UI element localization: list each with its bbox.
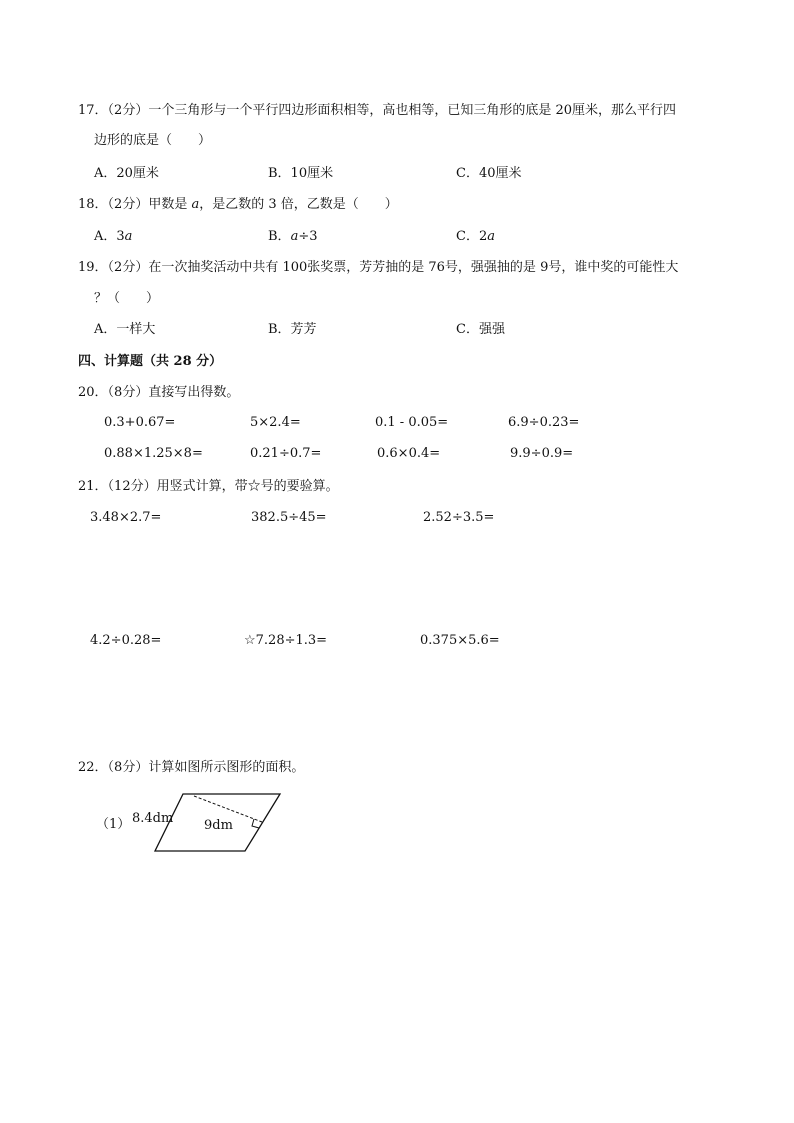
q20-item: 0.3+0.67= bbox=[104, 415, 176, 430]
q21-item: 0.375×5.6= bbox=[420, 633, 500, 648]
q20-item: 0.6×0.4= bbox=[377, 446, 441, 461]
height-label: 9dm bbox=[204, 818, 233, 833]
q20-item: 0.1 - 0.05= bbox=[375, 415, 449, 430]
q19-option-a: A．一样大 bbox=[94, 322, 156, 337]
q17-option-b: B．10厘米 bbox=[268, 166, 334, 181]
q17-option-c: C．40厘米 bbox=[456, 166, 522, 181]
q20-item: 0.21÷0.7= bbox=[250, 446, 322, 461]
q18-option-b: B．a÷3 bbox=[268, 229, 318, 244]
q22-title: 22．（8分）计算如图所示图形的面积。 bbox=[78, 760, 305, 775]
q21-item: 3.48×2.7= bbox=[90, 510, 162, 525]
q20-item: 0.88×1.25×8= bbox=[104, 446, 203, 461]
q19-stem-line2: ？（ ） bbox=[94, 291, 160, 306]
q19-stem-line1: 19．（2分）在一次抽奖活动中共有 100张奖票，芳芳抽的是 76号，强强抽的是 9号，谁中奖的可能性大 bbox=[78, 260, 679, 275]
right-angle-mark bbox=[252, 819, 259, 828]
q17-stem-line1: 17．（2分）一个三角形与一个平行四边形面积相等，高也相等，已知三角形的底是 20厘米，那么平行四 bbox=[78, 103, 676, 118]
q20-item: 6.9÷0.23= bbox=[508, 415, 580, 430]
section-title: 四、计算题（共 28 分） bbox=[78, 354, 223, 369]
q18-option-a: A．3a bbox=[94, 229, 133, 244]
q20-item: 9.9÷0.9= bbox=[510, 446, 574, 461]
q19-option-c: C．强强 bbox=[456, 322, 505, 337]
q18-stem: 18．（2分）甲数是 a，是乙数的 3 倍，乙数是（ ） bbox=[78, 197, 398, 212]
q21-item: 2.52÷3.5= bbox=[423, 510, 495, 525]
q17-option-a: A．20厘米 bbox=[94, 166, 159, 181]
side-length-label: 8.4dm bbox=[132, 811, 174, 826]
q20-title: 20．（8分）直接写出得数。 bbox=[78, 385, 240, 400]
q21-item: 4.2÷0.28= bbox=[90, 633, 162, 648]
q21-item: 382.5÷45= bbox=[251, 510, 327, 525]
q18-option-c: C．2a bbox=[456, 229, 495, 244]
figure-label: （1） bbox=[96, 817, 131, 832]
q19-option-b: B．芳芳 bbox=[268, 322, 317, 337]
q20-item: 5×2.4= bbox=[250, 415, 301, 430]
q21-title: 21．（12分）用竖式计算，带☆号的要验算。 bbox=[78, 479, 339, 494]
q21-item: ☆7.28÷1.3= bbox=[244, 633, 328, 648]
q17-stem-line2: 边形的底是（ ） bbox=[94, 133, 212, 148]
